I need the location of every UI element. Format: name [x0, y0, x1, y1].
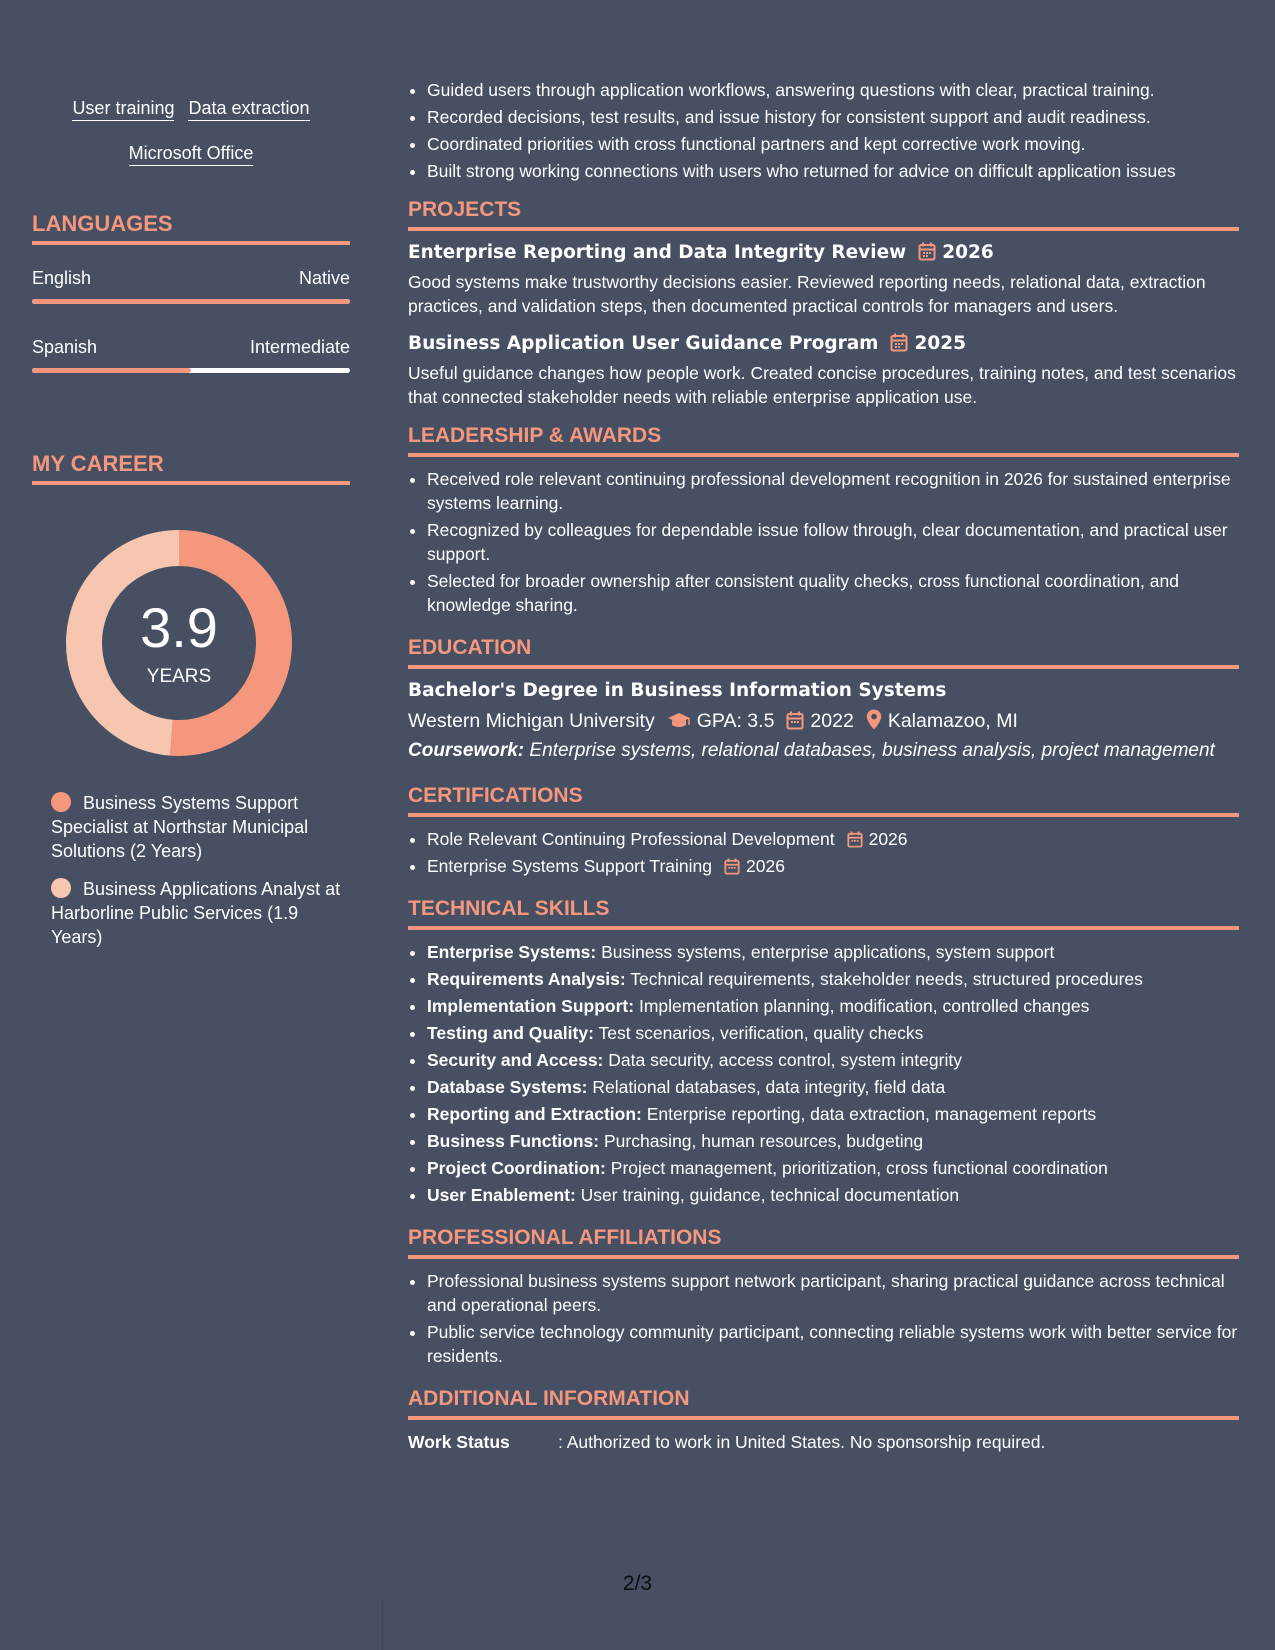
skill-label: Requirements Analysis:	[427, 969, 626, 989]
skill-value: Technical requirements, stakeholder needs, structured procedures	[630, 969, 1143, 989]
calendar-icon	[847, 831, 863, 848]
language-name: Spanish	[32, 337, 98, 357]
skill-label: User Enablement:	[427, 1185, 576, 1205]
calendar-icon	[890, 333, 908, 352]
skill-value: Test scenarios, verification, quality checks	[598, 1023, 924, 1043]
skill-label: Reporting and Extraction:	[427, 1104, 642, 1124]
project-name: Enterprise Reporting and Data Integrity Review	[408, 242, 907, 263]
project-year: 2026	[942, 242, 994, 263]
skill-label: Business Functions:	[427, 1131, 600, 1151]
career-item	[51, 877, 341, 949]
skill-label: Implementation Support:	[427, 996, 635, 1016]
cert-name: Role Relevant Continuing Professional Development	[427, 829, 835, 849]
education-location: Kalamazoo, MI	[887, 710, 1018, 732]
additional-info-title: ADDITIONAL INFORMATION	[408, 1386, 1239, 1420]
certifications-list	[408, 827, 1239, 878]
project-title	[408, 241, 1239, 265]
list-item: • Recorded decisions, test results, and issue history for consistent support and audit readiness.	[427, 105, 1239, 129]
skill-value: Enterprise reporting, data extraction, management reports	[646, 1104, 1097, 1124]
project-description: Useful guidance changes how people work. Created concise procedures, training notes, and test scenarios that connected stakeholder needs with reliable enterprise application use.	[408, 363, 1236, 407]
list-item: • Professional business systems support network participant, sharing practical guidance across technical and operational peers.	[427, 1269, 1239, 1317]
technical-skills-title: TECHNICAL SKILLS	[408, 896, 1239, 930]
skill-value: Purchasing, human resources, budgeting	[603, 1131, 924, 1151]
leadership-list	[408, 467, 1239, 617]
language-bar-spanish	[32, 368, 350, 373]
career-item-text: Business Applications Analyst at Harborline Public Services (1.9 Years)	[51, 879, 341, 947]
education-year: 2022	[810, 710, 854, 732]
education-coursework	[408, 739, 1239, 763]
skill-value: Implementation planning, modification, controlled changes	[638, 996, 1090, 1016]
cert-year: 2026	[746, 856, 785, 876]
language-level: Native	[298, 268, 350, 288]
education-details	[408, 709, 1239, 733]
list-item: • Selected for broader ownership after consistent quality checks, cross functional coordination, and knowledge sharing.	[427, 569, 1239, 617]
list-item	[427, 1102, 1239, 1126]
list-item: • Received role relevant continuing professional development recognition in 2026 for sustained enterprise systems learning.	[427, 467, 1239, 515]
page-number: 2/3	[622, 1572, 653, 1595]
affiliations-title: PROFESSIONAL AFFILIATIONS	[408, 1225, 1239, 1259]
skill-value: Relational databases, data integrity, field data	[592, 1077, 946, 1097]
list-item	[427, 854, 1239, 878]
career-item	[51, 791, 341, 863]
list-item	[427, 1129, 1239, 1153]
work-status-label: Work Status	[408, 1432, 510, 1452]
languages-title: LANGUAGES	[32, 211, 350, 245]
language-bar-fill	[32, 368, 191, 373]
career-title: MY CAREER	[32, 451, 350, 485]
projects-title: PROJECTS	[408, 197, 1239, 231]
experience-bullets	[408, 78, 1239, 183]
language-row-english	[32, 268, 350, 289]
graduation-cap-icon	[667, 712, 691, 730]
skill-value: Project management, prioritization, cross functional coordination	[610, 1158, 1108, 1178]
skill-label: Project Coordination:	[427, 1158, 606, 1178]
project-title	[408, 332, 1239, 356]
skill-tag: Data extraction	[188, 98, 309, 121]
list-item	[427, 827, 1239, 851]
skill-label: Enterprise Systems:	[427, 942, 597, 962]
legend-dot-icon	[51, 792, 71, 812]
list-item	[427, 1156, 1239, 1180]
calendar-icon	[786, 711, 804, 730]
list-item: • Recognized by colleagues for dependable issue follow through, clear documentation, and practical user support.	[427, 518, 1239, 566]
list-item	[427, 994, 1239, 1018]
column-divider	[382, 1600, 383, 1650]
education-school: Western Michigan University	[408, 710, 655, 732]
skill-tags	[32, 86, 350, 176]
location-pin-icon	[866, 709, 882, 730]
list-item	[427, 1075, 1239, 1099]
coursework-label: Coursework:	[408, 740, 525, 761]
cert-name: Enterprise Systems Support Training	[427, 856, 712, 876]
skill-tag: Microsoft Office	[129, 143, 254, 166]
skill-tag: User training	[72, 98, 174, 121]
technical-skills-list	[408, 940, 1239, 1207]
project-name: Business Application User Guidance Program	[408, 333, 879, 354]
list-item: • Built strong working connections with users who returned for advice on difficult application issues	[427, 159, 1239, 183]
language-bar-english	[32, 299, 350, 304]
work-status-row	[408, 1430, 1239, 1454]
list-item: • Public service technology community participant, connecting reliable systems work with better service for residents.	[427, 1320, 1239, 1368]
career-years-unit: YEARS	[146, 666, 212, 687]
legend-dot-icon	[51, 878, 71, 898]
skill-value: Business systems, enterprise applications, system support	[601, 942, 1055, 962]
skill-label: Security and Access:	[427, 1050, 604, 1070]
affiliations-list	[408, 1269, 1239, 1368]
list-item: • Coordinated priorities with cross functional partners and kept corrective work moving.	[427, 132, 1239, 156]
education-degree: Bachelor's Degree in Business Information Systems	[408, 680, 947, 701]
project-year: 2025	[914, 333, 966, 354]
calendar-icon	[724, 858, 740, 875]
list-item	[427, 940, 1239, 964]
language-row-spanish	[32, 337, 350, 358]
list-item	[427, 1183, 1239, 1207]
education-gpa: GPA: 3.5	[696, 710, 775, 732]
career-total-years: 3.9	[140, 596, 218, 659]
education-title: EDUCATION	[408, 635, 1239, 669]
skill-label: Database Systems:	[427, 1077, 588, 1097]
leadership-title: LEADERSHIP & AWARDS	[408, 423, 1239, 457]
language-level: Intermediate	[249, 337, 350, 357]
work-status-value: : Authorized to work in United States. No sponsorship required.	[558, 1432, 1046, 1452]
coursework-text: Enterprise systems, relational databases, business analysis, project management	[529, 740, 1215, 761]
language-name: English	[32, 268, 92, 288]
list-item: • Guided users through application workflows, answering questions with clear, practical training.	[427, 78, 1239, 102]
skill-value: Data security, access control, system integrity	[608, 1050, 962, 1070]
language-bar-fill	[32, 299, 350, 304]
main-column	[408, 78, 1239, 1454]
list-item	[427, 1021, 1239, 1045]
cert-year: 2026	[868, 829, 908, 849]
skill-value: User training, guidance, technical documentation	[580, 1185, 960, 1205]
list-item	[427, 1048, 1239, 1072]
career-item-text: Business Systems Support Specialist at Northstar Municipal Solutions (2 Years)	[51, 793, 309, 861]
skill-label: Testing and Quality:	[427, 1023, 594, 1043]
certifications-title: CERTIFICATIONS	[408, 783, 1239, 817]
project-description: Good systems make trustworthy decisions easier. Reviewed reporting needs, relational data, extraction practices, and validation steps, then documented practical controls for managers and users.	[408, 272, 1206, 316]
list-item	[427, 967, 1239, 991]
calendar-icon	[918, 242, 936, 261]
